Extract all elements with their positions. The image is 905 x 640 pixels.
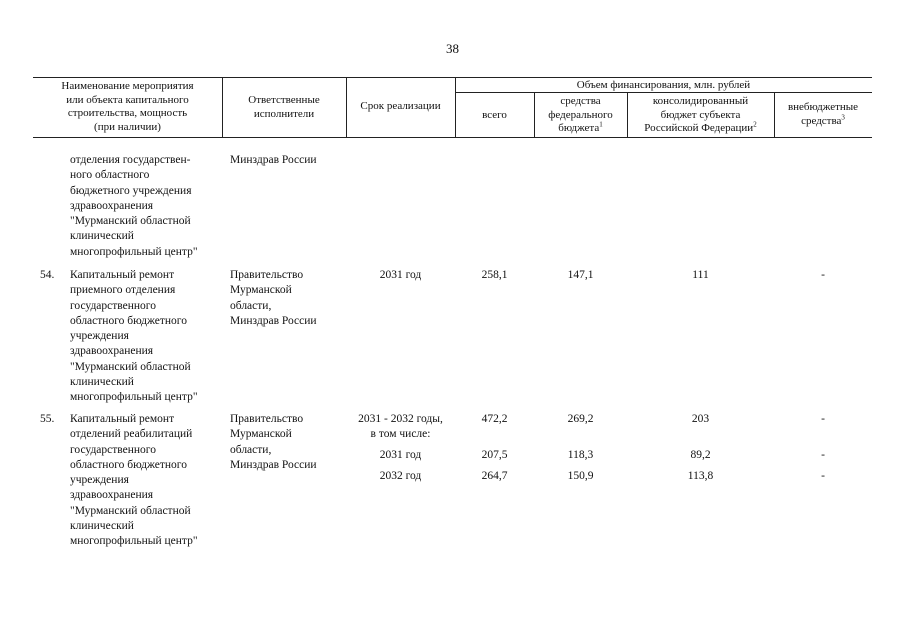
row-54-responsible: Правительство Мурманской области, Минздрав России [230, 269, 317, 327]
row-55-total: 472,2 [481, 413, 508, 425]
footnote-1-marker: 1 [599, 120, 603, 129]
row-54-federal: 147,1 [567, 269, 594, 281]
row-55-sub-2032-total: 264,7 [481, 470, 508, 482]
header-top-border [33, 77, 872, 78]
row-55-extra: - [821, 413, 825, 425]
row-55-sub-2032-term: 2032 год [379, 470, 422, 482]
header-funding-group: Объем финансирования, млн. рублей [576, 79, 751, 91]
row-0-responsible: Минздрав России [230, 154, 317, 166]
footnote-2-marker: 2 [753, 120, 757, 129]
row-55-name: Капитальный ремонт отделений реабилитаций государственного областного бюджетного учреждения здравоохранения "Мурманский областной клинический многопрофильный центр" [70, 413, 198, 548]
row-55-sub-2031-regional: 89,2 [690, 449, 711, 461]
row-55-responsible: Правительство Мурманской области, Минздрав России [230, 413, 317, 471]
row-55-sub-2032-extra: - [821, 470, 825, 482]
row-55-sub-2031-term: 2031 год [379, 449, 422, 461]
row-55-sub-2031-total: 207,5 [481, 449, 508, 461]
row-0-name: отделения государствен- ного областного бюджетного учреждения здравоохранения "Мурманский областной клинический многопрофильный центр" [70, 154, 198, 258]
row-54-regional: 111 [692, 269, 709, 281]
header-extra: внебюджетные средства$^3$ [787, 101, 859, 127]
page-number: 38 [446, 41, 459, 56]
row-55-sub-2031-federal: 118,3 [567, 449, 594, 461]
row-55-federal: 269,2 [567, 413, 594, 425]
row-54-term: 2031 год [379, 269, 422, 281]
row-55-term: 2031 - 2032 годы, в том числе: [358, 413, 443, 440]
row-55-sub-2031-extra: - [821, 449, 825, 461]
row-54-total: 258,1 [481, 269, 508, 281]
row-54-extra: - [821, 269, 825, 281]
header-federal: средства федерального бюджета$^1$ [548, 95, 613, 134]
header-name: Наименование мероприятия или объекта капитального строительства, мощность (при наличии) [61, 80, 194, 133]
header-regional: консолидированный бюджет субъекта Российской Федерации$^2$ [644, 95, 757, 134]
row-54-name: Капитальный ремонт приемного отделения государственного областного бюджетного учреждения здравоохранения "Мурманский областной клинический многопрофильный центр" [70, 269, 198, 404]
row-55-sub-2032-federal: 150,9 [567, 470, 594, 482]
header-responsible: Ответственные исполнители [248, 94, 320, 120]
row-54-number: 54. [40, 269, 55, 281]
row-55-regional: 203 [691, 413, 710, 425]
header-term: Срок реализации [360, 100, 441, 112]
footnote-3-marker: 3 [841, 112, 845, 121]
header-bottom-border [33, 137, 872, 138]
row-55-number: 55. [40, 413, 55, 425]
row-55-sub-2032-regional: 113,8 [687, 470, 714, 482]
header-total: всего [482, 109, 507, 121]
